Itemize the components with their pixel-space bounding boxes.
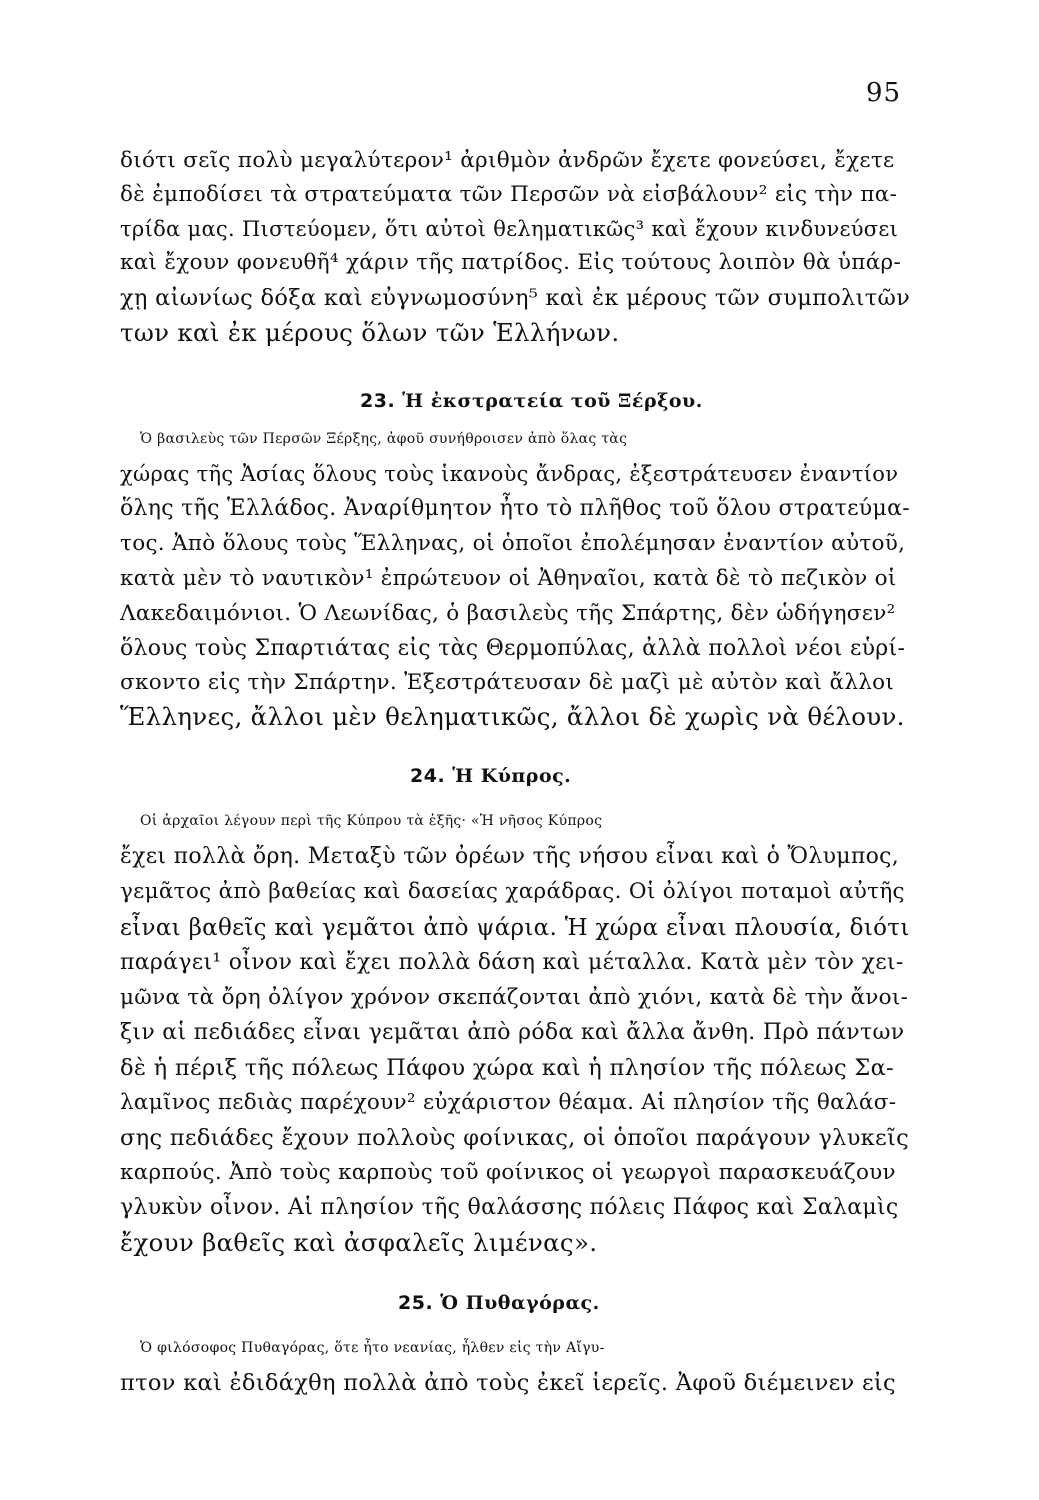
section-number: 24. — [410, 765, 446, 787]
section-number: 23. — [360, 390, 396, 412]
section-heading-24 — [410, 765, 571, 787]
text-line: καὶ ἔχουν φονευθῆ⁴ χάριν τῆς πατρίδος. Εἰς τούτους λοιπὸν θὰ ὑπάρ- — [120, 250, 902, 275]
text-line: λαμῖνος πεδιὰς παρέχουν² εὐχάριστον θέαμα. Αἱ πλησίον τῆς θαλάσ- — [120, 1090, 897, 1115]
section-heading-25 — [398, 1292, 600, 1314]
text-line: σκοντο εἰς τὴν Σπάρτην. Ἐξεστράτευσαν δὲ μαζὶ μὲ αὐτὸν καὶ ἄλλοι — [120, 670, 895, 695]
text-line: Λακεδαιμόνιοι. Ὁ Λεωνίδας, ὁ βασιλεὺς τῆς Σπάρτης, δὲν ὡδήγησεν² — [120, 601, 896, 626]
text-line: γεμᾶτος ἀπὸ βαθείας καὶ δασείας χαράδρας. Οἱ ὀλίγοι ποταμοὶ αὐτῆς — [120, 879, 905, 904]
text-line: δὲ ἡ πέριξ τῆς πόλεως Πάφου χώρα καὶ ἡ πλησίον τῆς πόλεως Σα- — [120, 1055, 894, 1081]
text-line: Ὁ φιλόσοφος Πυθαγόρας, ὅτε ἦτο νεανίας, ἦλθεν εἰς τὴν Αἴγυ- — [140, 1340, 605, 1356]
text-line: δὲ ἐμποδίσει τὰ στρατεύματα τῶν Περσῶν νὰ εἰσβάλουν² εἰς τὴν πα- — [120, 182, 898, 207]
text-line: ὅλης τῆς Ἑλλάδος. Ἀναρίθμητον ἦτο τὸ πλῆθος τοῦ ὅλου στρατεύμα- — [120, 496, 910, 521]
text-line: μῶνα τὰ ὄρη ὀλίγον χρόνον σκεπάζονται ἀπὸ χιόνι, κατὰ δὲ τὴν ἄνοι- — [120, 985, 909, 1010]
section-number: 25. — [398, 1292, 434, 1314]
section-title: Ἡ ἐκστρατεία τοῦ Ξέρξου. — [402, 390, 703, 412]
text-line: διότι σεῖς πολὺ μεγαλύτερον¹ ἀριθμὸν ἀνδρῶν ἔχετε φονεύσει, ἔχετε — [120, 148, 895, 173]
text-line: Ἕλληνες, ἄλλοι μὲν θεληματικῶς, ἄλλοι δὲ χωρὶς νὰ θέλουν. — [120, 702, 905, 731]
text-line: ἔχουν βαθεῖς καὶ ἀσφαλεῖς λιμένας». — [120, 1228, 598, 1257]
text-line: τος. Ἀπὸ ὅλους τοὺς Ἕλληνας, οἱ ὁποῖοι ἐπολέμησαν ἐναντίον αὐτοῦ, — [120, 531, 906, 556]
text-line: γλυκὺν οἶνον. Αἱ πλησίον τῆς θαλάσσης πόλεις Πάφος καὶ Σαλαμὶς — [120, 1195, 899, 1220]
text-line: σης πεδιάδες ἔχουν πολλοὺς φοίνικας, οἱ ὁποῖοι παράγουν γλυκεῖς — [120, 1125, 910, 1151]
section-heading-23 — [360, 390, 703, 412]
text-line: χώρας τῆς Ἀσίας ὅλους τοὺς ἱκανοὺς ἄνδρας, ἐξεστράτευσεν ἐναντίον — [120, 462, 899, 486]
text-line: χῃ αἰωνίως δόξα καὶ εὐγνωμοσύνη⁵ καὶ ἐκ μέρους τῶν συμπολιτῶν — [120, 285, 911, 311]
section-title: Ὁ Πυθαγόρας. — [440, 1292, 600, 1314]
text-line: τρίδα μας. Πιστεύομεν, ὅτι αὐτοὶ θεληματικῶς³ καὶ ἔχουν κινδυνεύσει — [120, 217, 899, 241]
text-line: καρπούς. Ἀπὸ τοὺς καρποὺς τοῦ φοίνικος οἱ γεωργοὶ παρασκευάζουν — [120, 1160, 896, 1185]
section-title: Ἡ Κύπρος. — [452, 765, 572, 787]
text-line: ξιν αἱ πεδιάδες εἶναι γεμᾶται ἀπὸ ρόδα καὶ ἄλλα ἄνθη. Πρὸ πάντων — [120, 1020, 905, 1045]
text-line: Οἱ ἀρχαῖοι λέγουν περὶ τῆς Κύπρου τὰ ἑξῆς· «Ἡ νῆσος Κύπρος — [140, 813, 603, 829]
text-line: παράγει¹ οἶνον καὶ ἔχει πολλὰ δάση καὶ μέταλλα. Κατὰ μὲν τὸν χει- — [120, 950, 904, 975]
text-line: ἔχει πολλὰ ὄρη. Μεταξὺ τῶν ὀρέων τῆς νήσου εἶναι καὶ ὁ Ὄλυμπος, — [120, 844, 900, 869]
text-line: των καὶ ἐκ μέρους ὅλων τῶν Ἑλλήνων. — [120, 318, 620, 347]
text-line: κατὰ μὲν τὸ ναυτικὸν¹ ἐπρώτευον οἱ Ἀθηναῖοι, κατὰ δὲ τὸ πεζικὸν οἱ — [120, 566, 897, 591]
text-line: εἶναι βαθεῖς καὶ γεμᾶτοι ἀπὸ ψάρια. Ἡ χώρα εἶναι πλουσία, διότι — [120, 915, 910, 941]
text-line: ὅλους τοὺς Σπαρτιάτας εἰς τὰς Θερμοπύλας, ἀλλὰ πολλοὶ νέοι εὑρί- — [120, 636, 906, 661]
page-number: 95 — [866, 78, 902, 108]
text-line: πτον καὶ ἐδιδάχθη πολλὰ ἀπὸ τοὺς ἐκεῖ ἱερεῖς. Ἀφοῦ διέμεινεν εἰς — [120, 1370, 896, 1396]
text-line: Ὁ βασιλεὺς τῶν Περσῶν Ξέρξης, ἀφοῦ συνήθροισεν ἀπὸ ὅλας τὰς — [140, 431, 628, 447]
